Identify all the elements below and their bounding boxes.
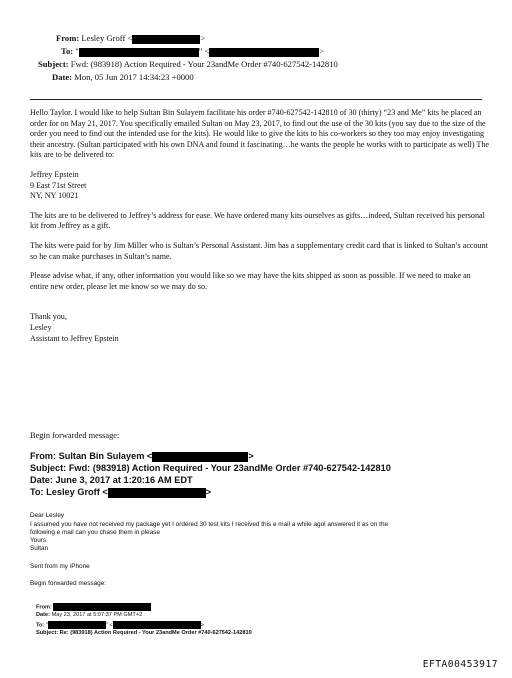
forward1-message-line: following e mail can you chase them in please [30, 529, 161, 536]
redaction-box [113, 621, 201, 629]
body-paragraph: Please advise what, if any, other information you would like so we may have the kits shipped as soon as possible. If we need to make an entire new order, please let me know so we may do so. [30, 271, 471, 291]
header-subject-label: Subject: [38, 59, 69, 69]
redaction-box [108, 488, 206, 498]
header-subject-row [38, 58, 338, 70]
signature-line: Lesley [30, 322, 52, 332]
forward1-subject-label: Subject: [30, 463, 67, 473]
redaction-box [209, 48, 319, 57]
header-to-mid: " < [198, 46, 210, 56]
header-divider [30, 99, 482, 100]
redaction-box [79, 48, 199, 57]
forward1-to-value: Lesley Groff < [46, 487, 108, 497]
forward1-to-label: To: [30, 487, 44, 497]
email-body [30, 108, 490, 344]
header-from-tail: > [200, 33, 206, 43]
address-line: Jeffrey Epstein [30, 169, 79, 179]
document-id: EFTA00453917 [422, 659, 498, 670]
header-to-row [61, 45, 324, 57]
forward2-to-mid: " < [105, 622, 113, 629]
forward1-from-tail: > [248, 451, 254, 461]
header-to-label: To: [61, 46, 74, 56]
signature-line: Thank you, [30, 312, 67, 322]
forward2-subject-label: Subject: [36, 630, 59, 636]
header-to-tail: > [319, 46, 325, 56]
body-paragraph: The kits are to be delivered to Jeffrey’s address for ease. We have ordered many kits ourselves as gifts…indeed, Sultan received his personal kit from Jeffrey as a gift. [30, 210, 485, 231]
forward2-to-row [36, 621, 204, 630]
forward2-date-value: May 23, 2017 at 5:07:37 PM GMT+2 [51, 612, 143, 618]
header-from-row [56, 32, 205, 44]
redaction-box [152, 452, 248, 462]
body-paragraph: The kits were paid for by Jim Miller who is Sultan’s Personal Assistant. Jim has a supplementary credit card that is linked to Sultan’s account so he can make purchases in Sultan’s name. [30, 240, 488, 261]
forward1-message-line: I assumed you have not received my package yet I ordered 30 test kits I received this e mail a while agol answered it as on the [30, 521, 389, 528]
body-paragraph: Hello Taylor. I would like to help Sultan Bin Sulayem facilitate his order #740-627542-142810 of 30 (thirty) “23 and Me” kits he placed an order for on May 21, 2017. You specifically emailed Sultan on May 23, 2017, to find out the use of the 30 kits (you say due to the size of the order you need to find out the intended use for the kits). He would like to give the kits to his co-workers so they too may enjoy investigating their ancestry. (Sultan participated with his own DNA and found it fascinating…he wants the people he works with to participate as well) The kits are to be delivered to: [30, 108, 489, 160]
signature-line: Assistant to Jeffrey Epstein [30, 333, 119, 343]
redaction-box [45, 621, 106, 629]
forward1-message-line: Sent from my iPhone [30, 563, 90, 570]
forward1-subject-row [30, 463, 391, 474]
forward1-from-row [30, 451, 254, 462]
forward2-subject-value: Re: (983918) Action Required - Your 23andMe Order #740-627542-142810 [59, 630, 252, 636]
forward1-date-row [30, 475, 193, 486]
forward1-subject-value: Fwd: (983918) Action Required - Your 23andMe Order #740-627542-142810 [68, 463, 391, 473]
forward2-to-tail: > [200, 622, 204, 629]
forward2-from-row [36, 603, 151, 612]
header-to-open: " [75, 46, 79, 56]
forward1-message-line: Begin forwarded message: [30, 580, 107, 587]
header-date-value: Mon, 05 Jun 2017 14:34:23 +0000 [74, 72, 194, 82]
header-date-label: Date: [52, 72, 73, 82]
header-from-label: From: [56, 33, 80, 43]
forward2-to-label: To: [36, 622, 45, 629]
forward2-from-label: From: [36, 604, 52, 611]
redaction-box [53, 603, 151, 611]
address-line: NY, NY 10021 [30, 191, 79, 201]
forward1-message-line: Yours [30, 537, 47, 544]
forward1-to-row [30, 487, 211, 498]
forward1-message-line: Dear Lesley [30, 512, 65, 519]
header-subject-value: Fwd: (983918) Action Required - Your 23andMe Order #740-627542-142810 [70, 59, 338, 69]
address-line: 9 East 71st Street [30, 180, 87, 190]
header-date-row [52, 71, 194, 83]
redaction-box [132, 35, 200, 44]
forward1-from-label: From: [30, 451, 57, 461]
forward1-to-tail: > [205, 487, 212, 497]
forward-intro: Begin forwarded message: [30, 431, 120, 440]
forward1-message-line: Sultan [30, 545, 49, 552]
forward1-date-label: Date: [30, 475, 53, 485]
forward2-date-row [36, 612, 142, 619]
forward2-to-open: " [45, 622, 48, 629]
forward1-date-value: June 3, 2017 at 1:20:16 AM EDT [55, 475, 193, 485]
forward2-date-label: Date: [36, 612, 50, 618]
forward2-subject-row [36, 630, 252, 637]
header-from-value: Lesley Groff < [81, 33, 133, 43]
forward1-from-value: Sultan Bin Sulayem < [58, 451, 153, 461]
